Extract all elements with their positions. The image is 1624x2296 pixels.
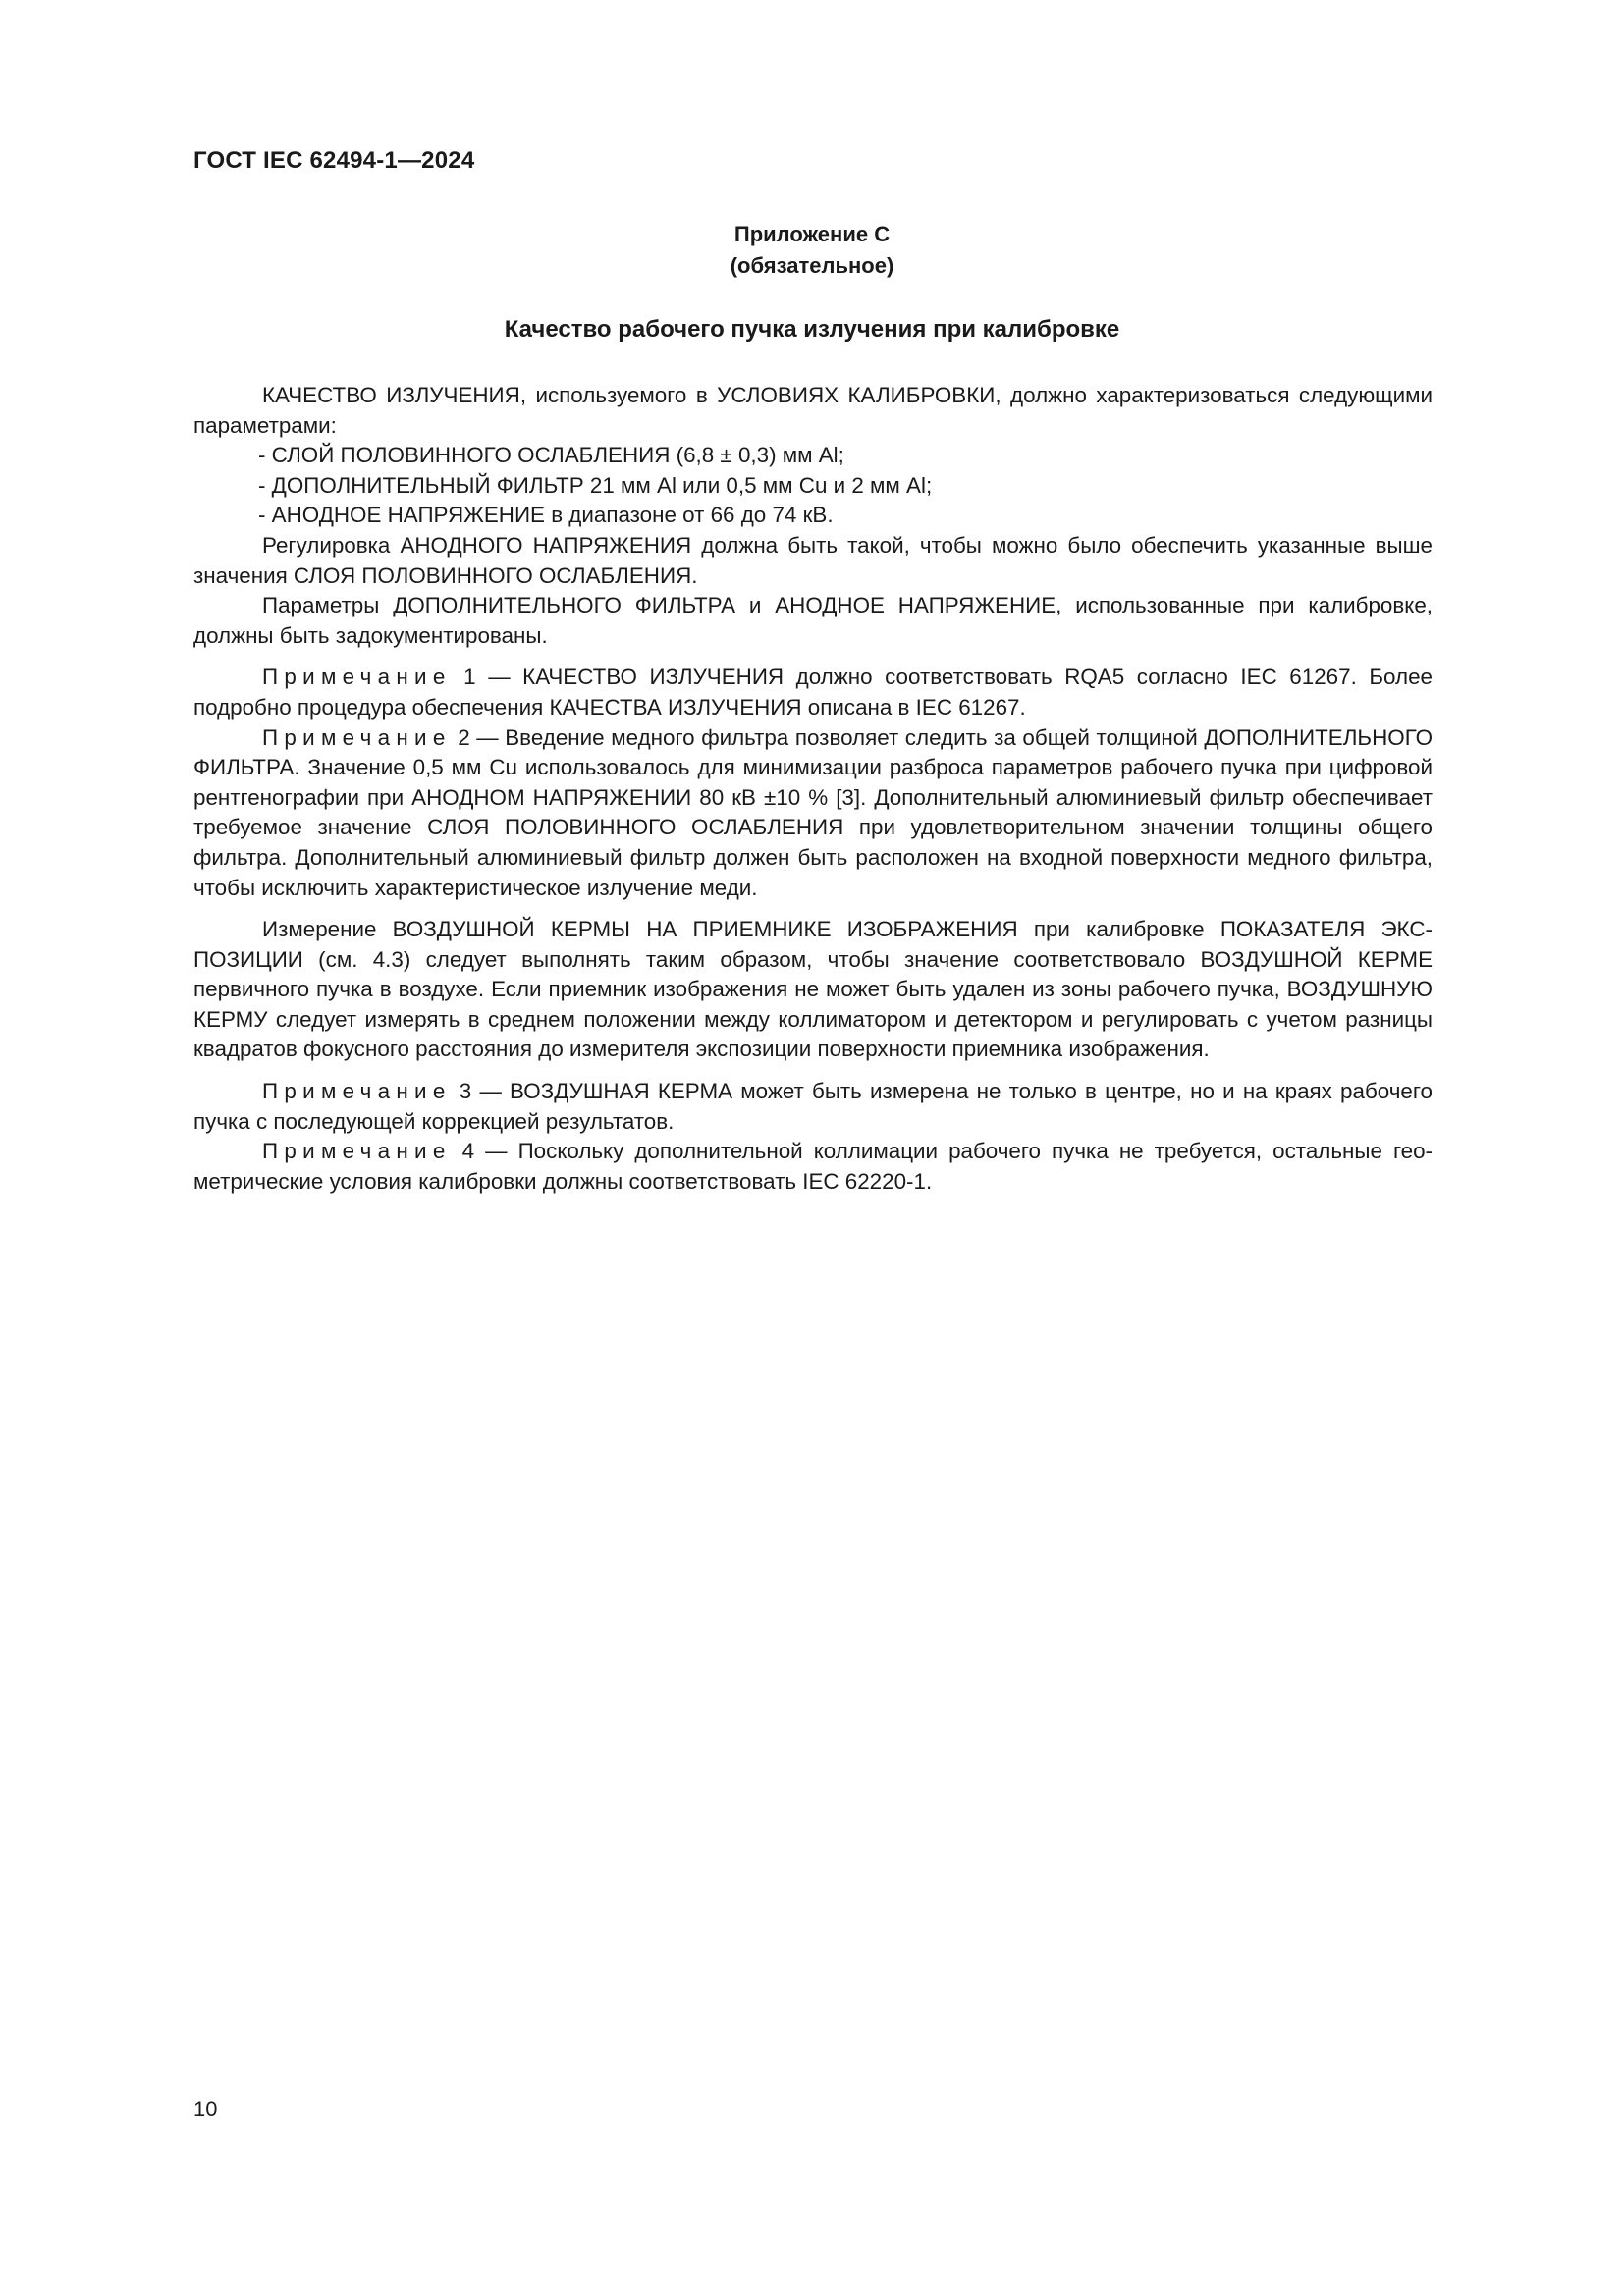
- note-2-text: 2 — Введение медного фильтра позволяет следить за общей толщиной ДОПОЛНИТЕЛЬНОГО ФИЛЬТРА. Значение 0,5 мм Cu использовалось для минимизации разброса параметров рабочего пучка при цифровой рентгенографии при АНОДНОМ НАПРЯЖЕНИИ 80 кВ ±10 % [3]. Дополнительный алюминиевый фильтр обеспечивает требуемое значение СЛОЯ ПОЛОВИННОГО ОСЛАБЛЕНИЯ при удовлетворительном значении толщины общего фильтра. Дополнительный алюминиевый фильтр должен быть расположен на входной поверхности медного фильтра, чтобы исключить характеристическое излучение меди.: [193, 724, 1433, 900]
- annex-heading: Качество рабочего пучка излучения при калибровке: [504, 316, 1120, 343]
- note-label: Примечание: [262, 665, 452, 690]
- list-item-hvl: - СЛОЙ ПОЛОВИННОГО ОСЛАБЛЕНИЯ (6,8 ± 0,3) мм Al;: [258, 443, 844, 468]
- note-label: Примечание: [262, 1139, 452, 1164]
- paragraph-radiation-quality: КАЧЕСТВО ИЗЛУЧЕНИЯ, используемого в УСЛОВИЯХ КАЛИБРОВКИ, должно характеризоваться следующими параметрами:: [193, 383, 1433, 438]
- note-4: [193, 1137, 1433, 1197]
- annex-status: (обязательное): [730, 253, 894, 278]
- paragraph-air-kerma: Измерение ВОЗДУШНОЙ КЕРМЫ НА ПРИЕМНИКЕ ИЗОБРАЖЕНИЯ при калибровке ПОКАЗАТЕЛЯ ЭКСПОЗИЦИИ (см. 4.3) следует выполнять таким образом, чтобы значение соответствовало ВОЗДУШНОЙ КЕРМЕ первичного пучка в воздухе. Если приемник изображения не может быть удален из зоны рабочего пучка, ВОЗДУШНУЮ КЕРМУ следует измерять в среднем положении между коллиматором и детектором и регулировать с учетом разницы квадратов фокусного расстояния до измерителя экспозиции поверхности приемника изображения.: [193, 917, 1433, 1062]
- paragraph-documentation: Параметры ДОПОЛНИТЕЛЬНОГО ФИЛЬТРА и АНОДНОЕ НАПРЯЖЕНИЕ, использованные при калибровке, должны быть задокументированы.: [193, 593, 1433, 648]
- note-3-text: 3 — ВОЗДУШНАЯ КЕРМА может быть измерена не только в центре, но и на краях рабочего пучка с последующей коррекцией результатов.: [193, 1079, 1433, 1134]
- note-1-text: 1 — КАЧЕСТВО ИЗЛУЧЕНИЯ должно соответствовать RQA5 согласно IEC 61267. Более подробно процедура обеспечения КАЧЕСТВА ИЗЛУЧЕНИЯ описана в IEC 61267.: [193, 665, 1433, 720]
- paragraph-voltage-adjustment: Регулировка АНОДНОГО НАПРЯЖЕНИЯ должна быть такой, чтобы можно было обеспечить указанные выше значения СЛОЯ ПОЛОВИННОГО ОСЛАБЛЕНИЯ.: [193, 532, 1433, 588]
- list-item-voltage: - АНОДНОЕ НАПРЯЖЕНИЕ в диапазоне от 66 до 74 кВ.: [258, 503, 834, 528]
- note-label: Примечание: [262, 724, 452, 750]
- page-number: 10: [193, 2097, 218, 2121]
- list-item-filter: - ДОПОЛНИТЕЛЬНЫЙ ФИЛЬТР 21 мм Al или 0,5 мм Cu и 2 мм Al;: [258, 472, 933, 498]
- note-2: [193, 723, 1433, 904]
- note-label: Примечание: [262, 1079, 452, 1104]
- note-4-text: 4 — Поскольку дополнительной коллимации рабочего пучка не требуется, остальные геометрические условия калибровки должны соответствовать IEC 62220-1.: [193, 1139, 1433, 1194]
- standard-header: ГОСТ IEC 62494-1—2024: [193, 147, 475, 174]
- note-1: [193, 663, 1433, 722]
- annex-title: Приложение С: [733, 222, 891, 246]
- note-3: [193, 1077, 1433, 1137]
- body-text: [193, 381, 1433, 1197]
